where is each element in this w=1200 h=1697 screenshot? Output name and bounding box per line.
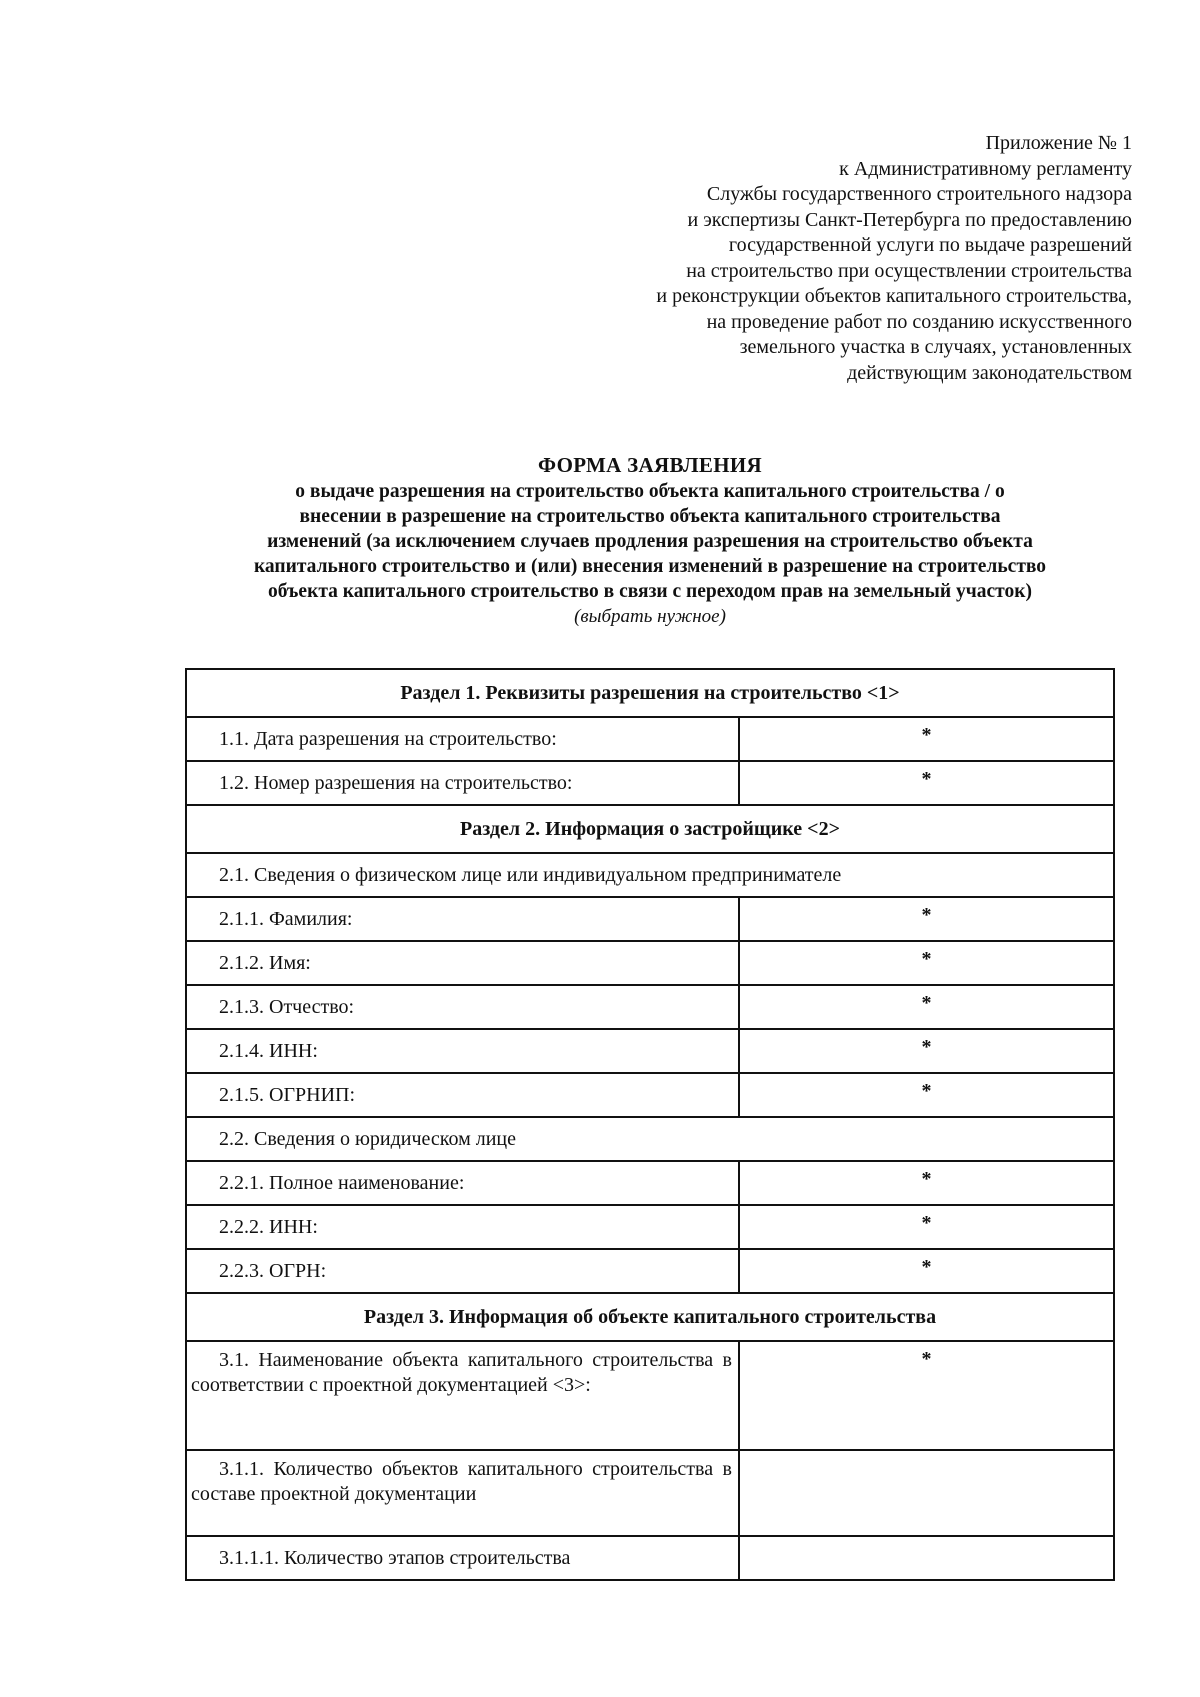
legal-inn-label: 2.2.2. ИНН:	[186, 1205, 739, 1249]
section-2-title: Раздел 2. Информация о застройщике <2>	[186, 805, 1114, 853]
ogrn-field[interactable]	[739, 1249, 1114, 1293]
table-row	[186, 1029, 1114, 1073]
required-marker: *	[921, 948, 932, 970]
ogrn-label: 2.2.3. ОГРН:	[186, 1249, 739, 1293]
table-row	[186, 985, 1114, 1029]
appendix-line: к Административному регламенту	[839, 157, 1132, 180]
object-name-field[interactable]	[739, 1341, 1114, 1450]
appendix-line: земельного участка в случаях, установленных	[739, 336, 1132, 358]
individual-info-label: 2.1. Сведения о физическом лице или индивидуальном предпринимателе	[186, 853, 1114, 897]
subtitle-line: о выдаче разрешения на строительство объекта капитального строительства / о	[295, 481, 1005, 502]
ogrnip-field[interactable]	[739, 1073, 1114, 1117]
subtitle-line: внесении в разрешение на строительство объекта капитального строительства	[299, 506, 1001, 527]
required-marker: *	[921, 1168, 932, 1190]
form-title: ФОРМА ЗАЯВЛЕНИЯ	[538, 453, 762, 477]
legal-entity-info-label: 2.2. Сведения о юридическом лице	[186, 1117, 1114, 1161]
objects-count-text: 3.1.1. Количество объектов капитального строительства в составе проектной документации	[191, 1458, 732, 1505]
surname-label: 2.1.1. Фамилия:	[186, 897, 739, 941]
required-marker: *	[921, 724, 932, 746]
subtitle-line: изменений (за исключением случаев продления разрешения на строительство объекта	[267, 531, 1033, 552]
appendix-line: Службы государственного строительного надзора	[706, 183, 1132, 205]
appendix-line: Приложение № 1	[985, 132, 1132, 154]
subtitle-line: объекта капитального строительство в связи с переходом прав на земельный участок)	[268, 581, 1032, 602]
section-header-row	[186, 805, 1114, 853]
table-row	[186, 1117, 1114, 1161]
object-name-text: 3.1. Наименование объекта капитального строительства в соответствии с проектной документацией <3>:	[191, 1349, 732, 1396]
table-row	[186, 1073, 1114, 1117]
section-header-row	[186, 1293, 1114, 1341]
table-row	[186, 853, 1114, 897]
legal-inn-field[interactable]	[739, 1205, 1114, 1249]
section-3-title: Раздел 3. Информация об объекте капитального строительства	[186, 1293, 1114, 1341]
subtitle-line: капитального строительство и (или) внесения изменений в разрешение на строительство	[253, 556, 1047, 577]
form-subtitle	[150, 479, 1150, 604]
required-marker: *	[921, 1256, 932, 1278]
required-marker: *	[921, 1080, 932, 1102]
ogrnip-label: 2.1.5. ОГРНИП:	[186, 1073, 739, 1117]
objects-count-label	[186, 1450, 739, 1536]
appendix-line: и экспертизы Санкт-Петербурга по предоставлению	[687, 208, 1132, 231]
table-row	[186, 897, 1114, 941]
first-name-label: 2.1.2. Имя:	[186, 941, 739, 985]
individual-inn-field[interactable]	[739, 1029, 1114, 1073]
full-name-field[interactable]	[739, 1161, 1114, 1205]
appendix-line: на проведение работ по созданию искусственного	[706, 310, 1132, 333]
table-row	[186, 1205, 1114, 1249]
table-row	[186, 1536, 1114, 1580]
required-marker: *	[921, 904, 932, 926]
first-name-field[interactable]	[739, 941, 1114, 985]
surname-field[interactable]	[739, 897, 1114, 941]
appendix-line: и реконструкции объектов капитального строительства,	[656, 285, 1132, 307]
objects-count-field[interactable]	[739, 1450, 1114, 1536]
permit-date-field[interactable]	[739, 717, 1114, 761]
patronymic-field[interactable]	[739, 985, 1114, 1029]
table-row	[186, 1161, 1114, 1205]
permit-date-label: 1.1. Дата разрешения на строительство:	[186, 717, 739, 761]
section-1-title: Раздел 1. Реквизиты разрешения на строительство <1>	[186, 669, 1114, 717]
application-form-table	[185, 668, 1115, 1581]
required-marker: *	[921, 1036, 932, 1058]
required-marker: *	[921, 1348, 932, 1370]
table-row	[186, 1450, 1114, 1536]
form-heading	[150, 452, 1150, 629]
appendix-line: на строительство при осуществлении строительства	[686, 259, 1132, 282]
form-hint: (выбрать нужное)	[574, 606, 726, 627]
stages-count-label: 3.1.1.1. Количество этапов строительства	[186, 1536, 739, 1580]
required-marker: *	[921, 992, 932, 1014]
object-name-label	[186, 1341, 739, 1450]
individual-inn-label: 2.1.4. ИНН:	[186, 1029, 739, 1073]
table-row	[186, 1249, 1114, 1293]
appendix-note	[572, 131, 1132, 386]
required-marker: *	[921, 768, 932, 790]
stages-count-field[interactable]	[739, 1536, 1114, 1580]
permit-number-label: 1.2. Номер разрешения на строительство:	[186, 761, 739, 805]
full-name-label: 2.2.1. Полное наименование:	[186, 1161, 739, 1205]
table-row	[186, 717, 1114, 761]
required-marker: *	[921, 1212, 932, 1234]
table-row	[186, 761, 1114, 805]
appendix-line: государственной услуги по выдаче разрешений	[728, 234, 1132, 256]
table-row	[186, 941, 1114, 985]
permit-number-field[interactable]	[739, 761, 1114, 805]
section-header-row	[186, 669, 1114, 717]
patronymic-label: 2.1.3. Отчество:	[186, 985, 739, 1029]
appendix-line: действующим законодательством	[847, 361, 1132, 384]
table-row	[186, 1341, 1114, 1450]
